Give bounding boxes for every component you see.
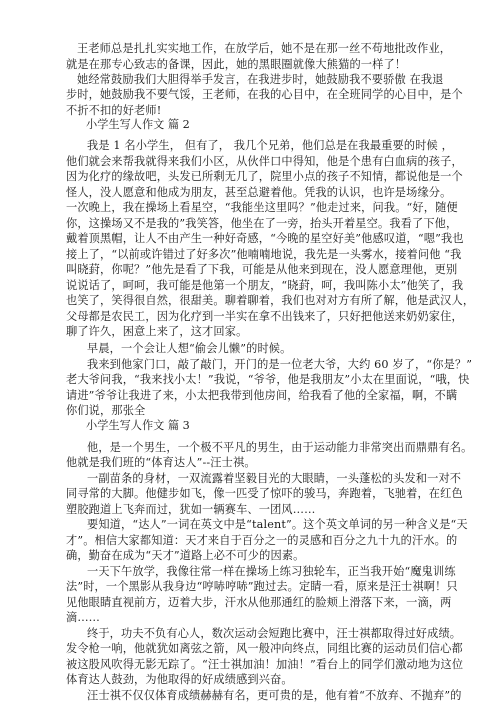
text-line: 同寻常的大脚。他健步如飞，像一匹受了惊吓的骏马，奔跑着，飞驰着，在红色 [66, 487, 463, 501]
text-line: 说说话了，呵呵，我可能是他第一个朋友，“晓葑，呵，我叫陈小太”他笑了，我 [66, 278, 464, 292]
text-line: 发令枪一响，他就犹如离弦之箭，风一般冲向终点，同组比赛的运动员们信心都 [66, 642, 463, 656]
text-line: 不折不扣的好老师! [66, 103, 162, 117]
paragraph [0, 341, 500, 357]
text-line: 你们说，那张全 [66, 404, 146, 418]
paragraph [0, 564, 500, 626]
paragraph [0, 41, 500, 72]
section-heading: 小学生写人作文 篇 2 [86, 118, 190, 132]
section-heading: 小学生写人作文 篇 3 [86, 419, 190, 432]
paragraph [0, 440, 500, 471]
text-line: 步时，她鼓励我不要气馁，王老师，在我的心目中，在全班同学的心目中，是个 [66, 88, 463, 102]
paragraph [0, 517, 500, 564]
paragraph [0, 626, 500, 688]
text-line: 他就是我们班的“体育达人”--汪士祺。 [66, 456, 256, 470]
text-line: 确，勤奋在成为“天才”道路上必不可少的因素。 [66, 549, 305, 563]
text-line: 见他眼睛直视前方，迈着大步，汗水从他那通红的脸颊上滑落下来，一滴，两 [66, 595, 452, 609]
text-line: 请进”爷爷让我进了来，小太把我带到他房间，给我看了他的全家福，啊，不瞒 [66, 388, 458, 402]
paragraph [0, 471, 500, 518]
paragraph [0, 357, 500, 419]
text-line: 被这股风吹得无影无踪了。“汪士祺加油！加油！”看台上的同学们激动地为这位 [66, 657, 464, 671]
text-line: 接上了，“以前或许错过了好多次”他喃喃地说，我先是一头雾水，接着问他 “我 [66, 247, 462, 261]
text-line: 怪人，没人愿意和他成为朋友，甚至总避着他。凭我的认识，也许是场缘分。 [66, 185, 452, 199]
text-line: 法”时，一个黑影从我身边“哼哧哼哧”跑过去。定睛一看，原来是汪士祺啊！只 [66, 580, 458, 594]
text-line: 才”。相信大家都知道：天才来自于百分之一的灵感和百分之九十九的汗水。的 [66, 533, 458, 547]
text-line: 你，这操场又不是我的”我笑答，他坐在了一旁，抬头开着星空。我看了下他， [66, 216, 458, 230]
text-line: 一副苗条的身材，一双流露着坚毅目光的大眼睛，一头蓬松的头发和一对不 [87, 471, 462, 485]
paragraph [0, 138, 500, 340]
text-line: 塑胶跑道上飞奔而过，犹如一辆赛车、一团风…… [66, 502, 316, 516]
text-line: 就是在那专心致志的备课，因此，她的黑眼圈就像大熊猫的一样了！ [66, 57, 407, 71]
text-line: 父母都是农民工，因为化疗到一半实在拿不出钱来了，只好把他送来奶奶家住， [66, 309, 463, 323]
text-line: 我来到他家门口，敲了敲门，开门的是一位老大爷，大约 60 岁了，“你是？” [87, 357, 473, 371]
text-line: 老大爷问我，“我来找小太！”我说，“爷爷，他是我朋友”小太在里面说，“哦，快 [66, 373, 470, 387]
text-line: 一天下午放学，我像往常一样在操场上练习独轮车，正当我开始“魔鬼训练 [87, 564, 456, 578]
text-line: 他们就会来帮我就得来我们小区，从伙伴口中得知，他是个患有白血病的孩子， [66, 154, 463, 168]
text-line: 体育达人鼓劲，为他取得的好成绩感到兴奋。 [66, 673, 293, 687]
text-line: 也笑了，笑得很自然，很甜美。聊着聊着，我们也对对方有所了解，他是武汉人， [66, 294, 475, 308]
paragraph [0, 72, 500, 119]
text-line: 戴着顶黑帽，让人不由产生一种好奇感，“今晚的星空好美”他感叹道，“嗯”我也 [66, 232, 464, 246]
text-line: 一次晚上，我在操场上看星空，“我能坐这里吗？”他走过来，问我。“好，随便 [66, 201, 458, 215]
text-line: 终于，功夫不负有心人，数次运动会短跑比赛中，汪士祺都取得过好成绩。 [87, 626, 462, 640]
paragraph [0, 688, 500, 704]
text-line: 要知道，“达人”一词在英文中是“talent”。这个英文单词的另一种含义是“天 [87, 518, 468, 531]
text-line: 他，是一个男生，一个极不平凡的男生，由于运动能力非常突出而鼎鼎有名。 [87, 440, 473, 454]
text-line: 我是 1 名小学生， 但有了， 我几个兄弟，他们总是在我最重要的时候 ， [87, 139, 453, 153]
text-line: 王老师总是扎扎实实地工作，在放学后，她不是在那一丝不苟地批改作业， [77, 42, 452, 55]
text-line: 早晨，一个会让人想“偷会儿懒”的时候。 [87, 341, 292, 355]
text-line: 汪士祺不仅仅体育成绩赫赫有名，更可贵的是，他有着“不放弃、不抛弃”的 [87, 689, 462, 702]
text-line: 聊了许久，困意上来了，这才回家。 [66, 325, 248, 339]
text-line: 叫晓葑，你呢？”他先是看了下我，可能是从他来到现在，没人愿意理他，更别 [66, 263, 458, 277]
text-line: 滴…… [66, 611, 101, 625]
text-line: 因为化疗的缘故吧，头发已所剩无几了，院里小点的孩子不知情，都说他是一个 [66, 170, 463, 184]
text-line: 她经常鼓励我们大胆得举手发言，在我进步时，她鼓励我不要骄傲 在我退 [77, 72, 444, 86]
